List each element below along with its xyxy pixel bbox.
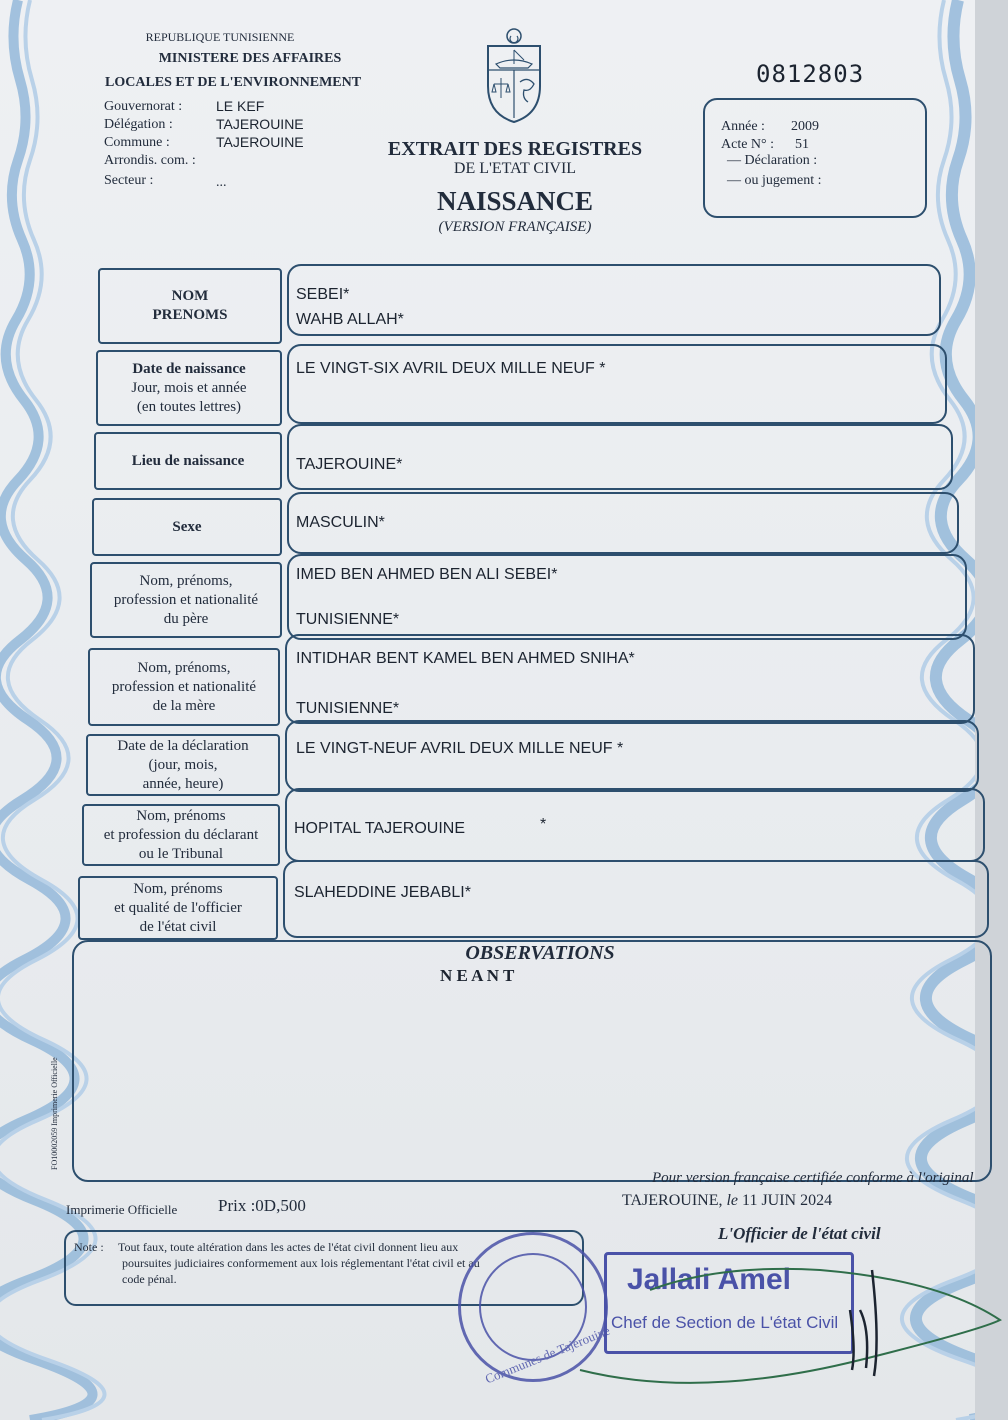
note-line1: Tout faux, toute altération dans les actes de l'état civil donnent lieu aux [118,1240,459,1254]
mere-label3: de la mère [152,697,216,714]
officier-label3: de l'état civil [139,918,217,935]
place-le: le [726,1192,739,1209]
observations-title: OBSERVATIONS [465,942,615,964]
pere-label3: du père [163,610,209,627]
gouvernorat-label: Gouvernorat : [104,99,183,114]
doc-type-title: NAISSANCE [436,186,594,216]
mere-nationality-value: TUNISIENNE* [296,700,400,717]
officier-value: SLAHEDDINE JEBABLI* [294,884,471,901]
annee-value: 2009 [791,119,819,134]
declaration-label1: Date de la déclaration [117,737,249,754]
acte-label: Acte N° : [721,137,775,152]
pere-label2: profession et nationalité [113,591,259,608]
sexe-label: Sexe [172,518,202,535]
signature-icon [560,1250,1008,1400]
date-naissance-label: Date de naissance [132,360,246,377]
mere-label-cell [88,648,280,726]
sexe-value-cell [287,492,959,554]
officier-label1: Nom, prénoms [133,880,223,897]
pere-label1: Nom, prénoms, [139,572,233,589]
note-label: Note : [74,1240,104,1254]
place-city: TAJEROUINE, [622,1192,723,1209]
declaration-label3: année, heure) [142,775,224,792]
side-print-code: FO10002059 Imprimerie Officielle [50,1057,59,1170]
title-line1: EXTRAIT DES REGISTRES [387,138,643,160]
mere-label1: Nom, prénoms, [137,659,231,676]
sexe-label-cell [92,498,282,556]
note-line3: code pénal. [122,1272,177,1286]
delegation-label: Délégation : [104,117,173,132]
date-naissance-sublabel1: Jour, mois et année [131,379,247,396]
date-naissance-sublabel2: (en toutes lettres) [136,398,242,415]
version-label: (VERSION FRANÇAISE) [438,219,592,235]
round-stamp-text: Communes de Tajerouine [482,1322,612,1387]
nom-label: NOM [171,288,209,304]
stamp-title: Chef de Section de L'état Civil [611,1313,839,1332]
officier-label-cell [78,876,278,940]
declarant-label3: ou le Tribunal [138,845,224,862]
officier-label2: et qualité de l'officier [114,899,242,916]
secteur-value: ... [216,175,227,190]
certified-text: Pour version française certifiée conforme à l'original [652,1170,974,1186]
declarant-star: * [540,816,547,833]
arrondis-label: Arrondis. com. : [104,153,196,168]
coat-of-arms-icon [478,26,550,126]
observations-value: N E A N T [440,966,515,985]
title-line2: DE L'ETAT CIVIL [453,160,577,177]
delegation-value: TAJEROUINE [216,116,304,132]
prenoms-value: WAHB ALLAH* [296,311,404,328]
prenoms-label: PRENOMS [152,307,228,323]
secteur-label: Secteur : [104,173,154,188]
gouvernorat-value: LE KEF [216,98,265,114]
nom-value: SEBEI* [296,286,350,303]
lieu-label: Lieu de naissance [131,452,245,469]
date-naissance-value: LE VINGT-SIX AVRIL DEUX MILLE NEUF * [296,360,606,377]
declaration-label-cell [86,734,280,796]
lieu-value: TAJEROUINE* [296,456,403,473]
acte-box [703,98,927,218]
note-line2: poursuites judiciaires conformement aux lois réglementant l'état civil et au [122,1256,480,1270]
observations-box [72,940,992,1182]
commune-value: TAJEROUINE [216,134,304,150]
officer-title: L'Officier de l'état civil [718,1224,881,1243]
stamp-name: Jallali Amel [627,1263,791,1296]
date-naissance-value-cell [287,344,947,424]
mere-name-value: INTIDHAR BENT KAMEL BEN AHMED SNIHA* [296,650,635,667]
ministry-line1: MINISTERE DES AFFAIRES [158,51,342,66]
sexe-value: MASCULIN* [296,514,385,531]
republic-label: REPUBLIQUE TUNISIENNE [145,30,295,44]
nom-label-cell [98,268,282,344]
declaration-label: — Déclaration : [727,153,818,168]
declarant-label2: et profession du déclarant [103,826,259,843]
prix-label: Prix :0D,500 [218,1196,306,1215]
jugement-label: — ou jugement : [727,173,822,188]
place-date [622,1192,832,1210]
declaration-label2: (jour, mois, [148,756,218,773]
pere-nationality-value: TUNISIENNE* [296,611,400,628]
date-naissance-label-cell [96,350,282,426]
annee-label: Année : [721,119,765,134]
commune-label: Commune : [104,135,170,150]
declarant-label-cell [82,804,280,866]
lieu-label-cell [94,432,282,490]
ministry-line2: LOCALES ET DE L'ENVIRONNEMENT [105,75,362,90]
declarant-label1: Nom, prénoms [136,807,226,824]
serial-number: 0812803 [756,60,865,88]
declaration-value: LE VINGT-NEUF AVRIL DEUX MILLE NEUF * [296,740,624,757]
place-date-value: 11 JUIN 2024 [742,1192,833,1209]
pere-name-value: IMED BEN AHMED BEN ALI SEBEI* [296,566,558,583]
imprimerie-label: Imprimerie Officielle [66,1202,178,1217]
mere-label2: profession et nationalité [111,678,257,695]
acte-value: 51 [795,137,809,152]
declarant-value: HOPITAL TAJEROUINE [294,820,465,837]
pere-label-cell [90,562,282,638]
